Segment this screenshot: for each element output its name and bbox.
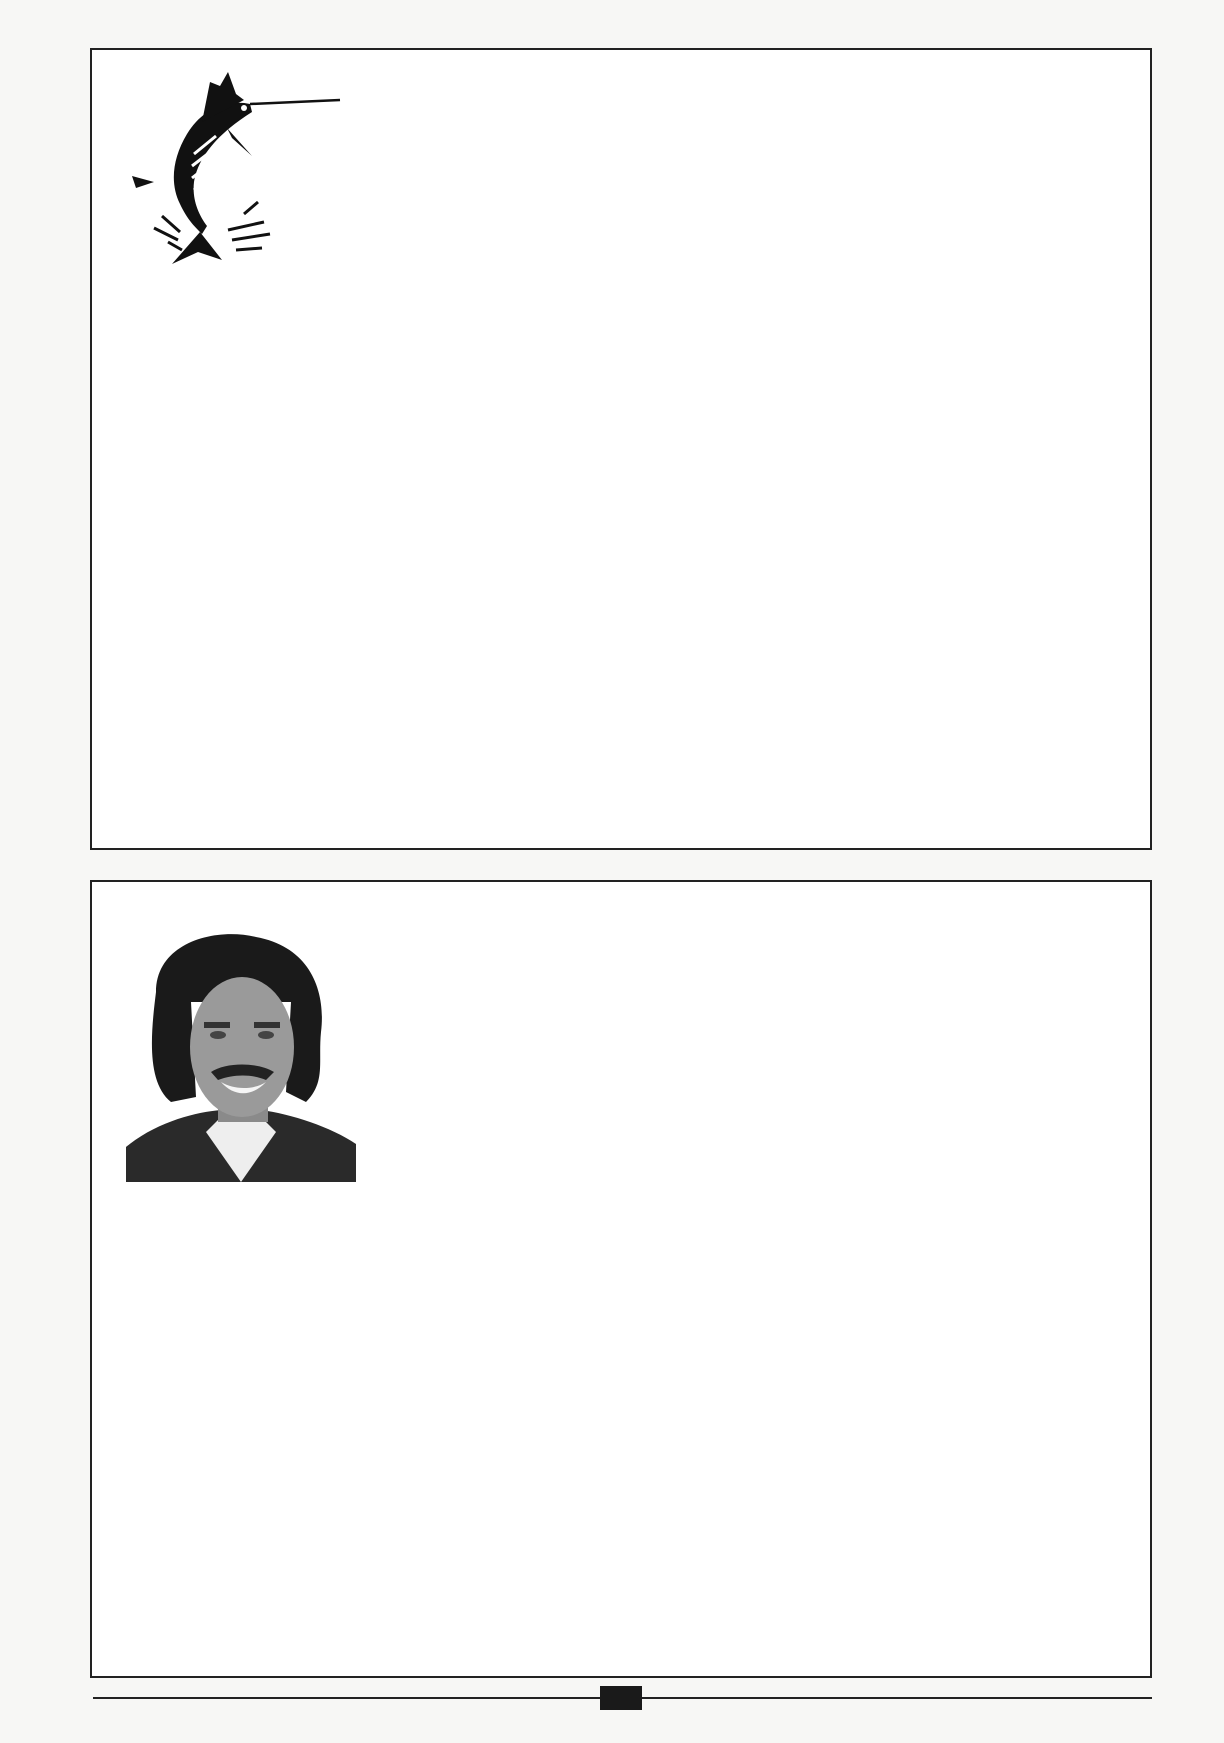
president-portrait-photo xyxy=(126,932,356,1182)
presidents-report-section xyxy=(90,880,1152,1678)
page-number xyxy=(600,1686,642,1710)
officers-section xyxy=(90,48,1152,850)
marlin-icon xyxy=(132,64,342,264)
